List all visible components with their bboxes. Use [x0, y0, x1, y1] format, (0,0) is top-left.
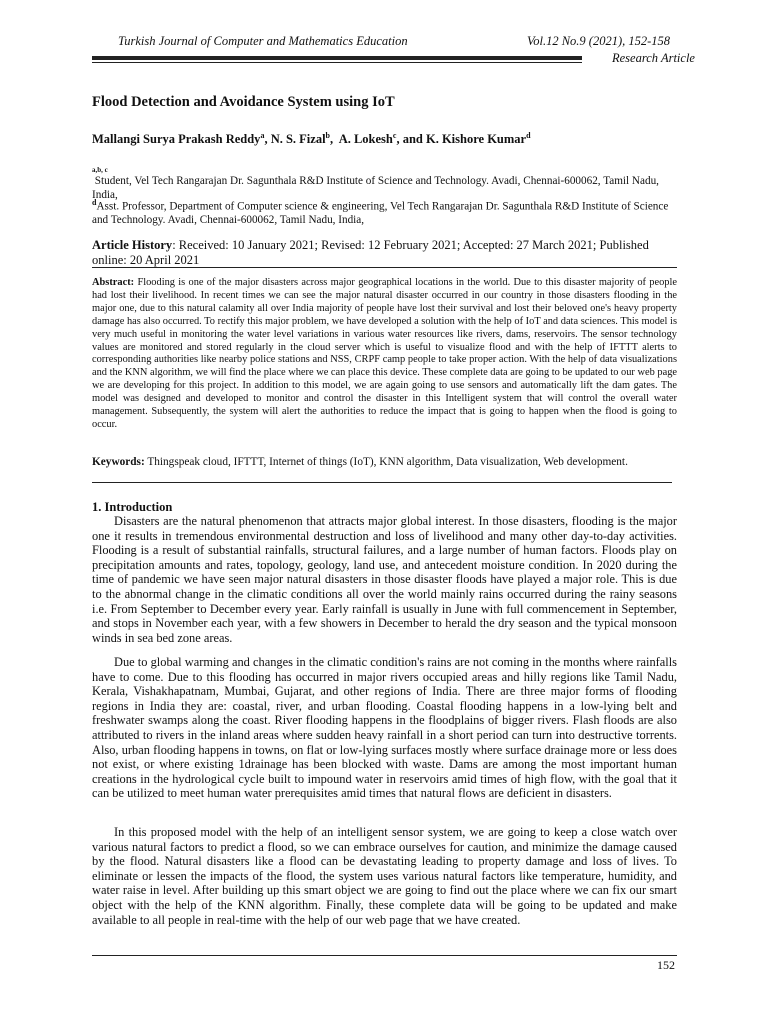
abstract-text: Flooding is one of the major disasters across major geographical locations in the world. Due to this disaster majority of people had lost their livelihood. In recent times we can see the major natural disaster occurred in our country in those disasters flooding in the major one, due to this natural calamity all over India majority of people have lost their survival and lost their beloved one's heavy property damage has also occurred. To rectify this major problem, we have developed a solution with the help of IoT and data sciences. This model is very much useful in monitoring the water level variations in various water resources like rivers, dams, reservoirs. The sensor technology values are monitored and stored regularly in the cloud server which is useful to visualize flood and with the help of IFTTT alerts to corresponding authorities like nearby police stations and NSS, CRPF camp people to take proper action. With the help of data visualizations and the KNN algorithm, we will find the place where we can place this device. These complete data are going to be updated to our web page we are developing for this project. In addition to this model, we are again going to use sensors and automatically lift the dam gates. The model was designed and developed to monitor and control the disaster in this Intelligent system that will control the overall water management. Subsequently, the system will alert the authorities to reduce the impact that is going to happen when the flood is going to occur.	[92, 277, 677, 430]
affiliation-1-text: Student, Vel Tech Rangarajan Dr. Sagunthala R&D Institute of Science and Technology. Avadi, Chennai-600062, Tamil Nadu, India,	[92, 175, 659, 201]
journal-name: Turkish Journal of Computer and Mathematics Education	[118, 34, 408, 48]
author-list: Mallangi Surya Prakash Reddy$^a$, N. S. Fizal$^b$, A. Lokesh$^c$, and K. Kishore Kumar$^d$	[92, 131, 531, 147]
section-heading: 1. Introduction	[92, 500, 173, 514]
keywords-text: Thingspeak cloud, IFTTT, Internet of things (IoT), KNN algorithm, Data visualization, Web development.	[144, 456, 628, 468]
affiliation-2-text: Asst. Professor, Department of Computer science & engineering, Vel Tech Rangarajan Dr. Sagunthala R&D Institute of Science and Technology. Avadi, Chennai-600062, Tamil Nadu, India,	[92, 200, 669, 227]
author-name: Mallangi Surya Prakash Reddy	[92, 132, 261, 147]
article-history	[92, 238, 677, 267]
author-name: A. Lokesh	[338, 132, 393, 147]
abstract-label: Abstract:	[92, 277, 135, 288]
keywords-rule	[92, 482, 672, 483]
paragraph-3: In this proposed model with the help of an intelligent sensor system, we are going to keep a close watch over various natural factors to predict a flood, so we can embrace ourselves for caution, and minimize the damage caused by the flood. Natural disasters like a flood can be devastating leading to property damage and loss of lives. To eliminate or lessen the impacts of the flood, the system uses various natural factors like temperature, humidity, and water raise in level. After building up this smart object we are going to find out the place where we can fix our smart object with the help of the KNN algorithm. Finally, these complete data will be going to be updated and make available to all people in real-time with the help of our web page that we have created.	[92, 825, 677, 927]
keywords	[92, 456, 677, 468]
abstract	[92, 277, 677, 432]
footer-rule	[92, 955, 677, 956]
paper-title: Flood Detection and Avoidance System using IoT	[92, 94, 395, 110]
header-rule-thin	[92, 62, 582, 63]
affiliation-2-tag: d	[92, 198, 97, 207]
author-sup: a	[260, 131, 265, 140]
author-name: N. S. Fizal	[270, 132, 326, 147]
affiliation-2	[92, 196, 677, 228]
header-rule-thick	[92, 56, 582, 60]
history-rule	[92, 267, 677, 268]
affiliation-tag: a,b, c	[92, 166, 108, 174]
author-sup: d	[526, 131, 531, 140]
history-label: Article History	[92, 238, 173, 252]
paragraph-1: Disasters are the natural phenomenon that attracts major global interest. In those disasters, flooding is the major one it results in tremendous environmental destruction and loss of livelihood and many other day-to-day activities. Flooding is a result of substantial rainfalls, structural failures, and a large number of human factors. Floods play on precipitation amounts and rates, topology, geology, land use, and antecedent moisture condition. In 2020 during the time of pandemic we have seen major natural disasters in those disaster floods have played a major role. This is due to the abnormal change in the climatic conditions all over the world mainly rains occurred during the rainy seasons i.e. From September to December every year. Early rainfall is usually in June with full commencement in September, and stops in November each year, with a few showers in December to herald the dry season and the typical monsoon winds in sea bed zone areas.	[92, 514, 677, 645]
history-text: : Received: 10 January 2021; Revised: 12 February 2021; Accepted: 27 March 2021; Published online: 20 April 2021	[92, 238, 649, 267]
article-type: Research Article	[612, 51, 695, 65]
author-name: K. Kishore Kumar	[425, 132, 527, 147]
page-number: 152	[657, 958, 675, 972]
journal-volume: Vol.12 No.9 (2021), 152-158	[527, 34, 671, 48]
author-sup: c	[392, 131, 397, 140]
author-sup: b	[325, 131, 330, 140]
keywords-label: Keywords:	[92, 456, 145, 468]
paragraph-2: Due to global warming and changes in the climatic condition's rains are not coming in the months where rainfalls have to come. Due to this flooding has occurred in major rivers occupied areas and hilly regions like Tamil Nadu, Kerala, Vishakhapatnam, Mumbai, Gujarat, and other regions of India. There are three major forms of flooding regions in India they are: coastal, river, and urban flooding. Coastal flooding happens in a low-lying belt and freshwater swamps along the coast. River flooding happens in the floodplains of bigger rivers. Flash floods are also attributed to rivers in the inland areas where sudden heavy rainfall in a short period can turn into destructive torrents. Also, urban flooding happens in towns, on flat or low-lying surfaces mostly where surface drainage more or less does not exist, or where existing 1drainage has been blocked with waste. Dams are among the most important human creations in the hydrological cycle built to impound water in reservoirs amid times of high flow, with the goal that it can be utilized to meet human water prerequisites amid times that natural flows are deficient in disasters.	[92, 655, 677, 801]
